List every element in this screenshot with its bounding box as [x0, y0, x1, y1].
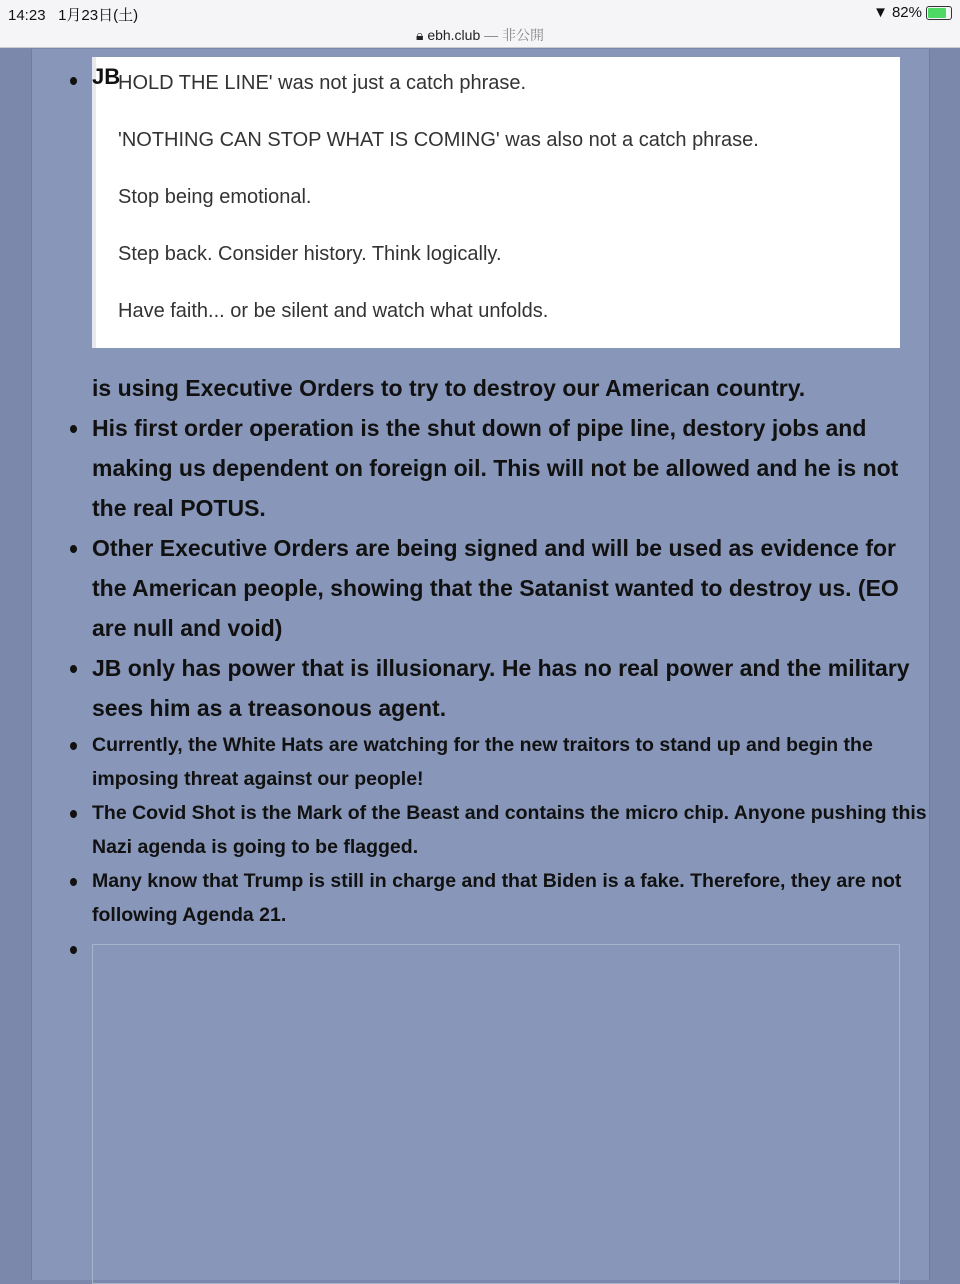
url-separator: — — [480, 27, 503, 43]
status-right — [873, 4, 952, 21]
quote-line: Have faith... or be silent and watch what unfolds. — [118, 300, 549, 322]
battery-icon — [926, 6, 952, 20]
list-item: Many know that Trump is still in charge and that Biden is a fake. Therefore, they are not following Agenda 21. — [92, 864, 932, 932]
quote-line: HOLD THE LINE' was not just a catch phrase. — [118, 72, 527, 94]
list-item-text: is using Executive Orders to try to destroy our American country. — [92, 375, 806, 401]
list-item: Other Executive Orders are being signed and will be used as evidence for the American people, showing that the Satanist wanted to destroy us. (EO are null and void) — [92, 528, 932, 648]
list-item: The Covid Shot is the Mark of the Beast and contains the micro chip. Anyone pushing this Nazi agenda is going to be flagged. — [92, 796, 932, 864]
jb-prefix: JB — [92, 64, 121, 89]
lock-icon: 🔒︎ — [415, 27, 424, 43]
status-time: 14:23 1月23日(土) — [8, 7, 139, 24]
quote-line: Stop being emotional. — [118, 186, 312, 208]
address-bar[interactable] — [0, 25, 960, 45]
embedded-media-frame[interactable] — [92, 944, 900, 1284]
list-item: Currently, the White Hats are watching for the new traitors to stand up and begin the imposing threat against our people! — [92, 728, 932, 796]
bullet-list — [92, 49, 932, 966]
privacy-label: 非公開 — [502, 27, 545, 43]
list-item: JB only has power that is illusionary. He has no real power and the military sees him as a treasonous agent. — [92, 648, 932, 728]
article-content — [31, 49, 930, 1280]
list-item: His first order operation is the shut down of pipe line, destory jobs and making us dependent on foreign oil. This will not be allowed and he is not the real POTUS. — [92, 408, 932, 528]
list-item — [92, 57, 932, 408]
quote-line: 'NOTHING CAN STOP WHAT IS COMING' was also not a catch phrase. — [118, 129, 759, 151]
url-domain: ebh.club — [427, 27, 481, 43]
battery-percent: 82% — [891, 4, 922, 21]
wifi-icon: ▼ — [873, 4, 888, 21]
browser-status-bar — [0, 0, 960, 48]
quote-line: Step back. Consider history. Think logically. — [118, 243, 502, 265]
